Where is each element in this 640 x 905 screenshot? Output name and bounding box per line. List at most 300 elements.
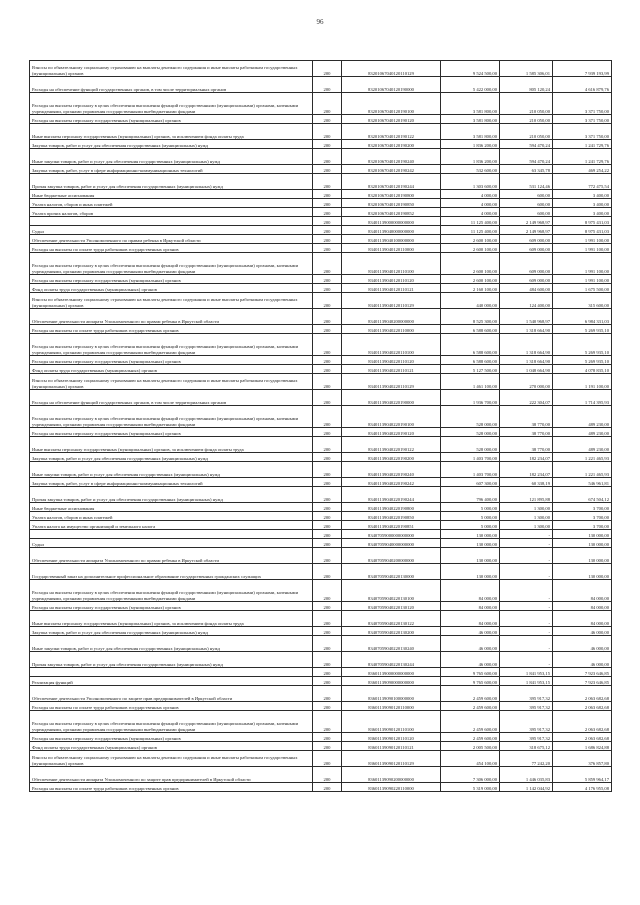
cell-executed: 600,00 — [500, 190, 553, 199]
table-row — [30, 293, 612, 309]
cell-unexecuted: 7 923 646,85 — [553, 668, 612, 677]
cell-line-code: 200 — [313, 702, 342, 711]
cell-name: Уплата налогов, сборов и иных платежей — [30, 512, 313, 521]
cell-unexecuted: 2 063 682,68 — [553, 686, 612, 702]
cell-name: Иные закупки товаров, работ и услуг для обеспечения государственных (муниципальных) нужд — [30, 462, 313, 478]
cell-unexecuted: 4 176 955,08 — [553, 783, 612, 792]
cell-executed: 1 300,00 — [500, 521, 553, 530]
cell-line-code: 200 — [313, 406, 342, 428]
table-row — [30, 226, 612, 235]
cell-approved: 2 459 600,00 — [441, 686, 500, 702]
cell-unexecuted: 5 269 935,10 — [553, 325, 612, 334]
table-row — [30, 124, 612, 140]
cell-budget-code: 83601139090000000000 — [342, 677, 441, 686]
cell-executed: 805 120,24 — [500, 77, 553, 93]
cell-name: Расходы на выплаты персоналу государственных (муниципальных) органов — [30, 356, 313, 365]
cell-line-code: 200 — [313, 140, 342, 149]
cell-approved: 2 459 600,00 — [441, 702, 500, 711]
cell-executed: 1 318 664,90 — [500, 325, 553, 334]
table-row — [30, 93, 612, 115]
cell-line-code: 200 — [313, 309, 342, 325]
table-row — [30, 208, 612, 217]
cell-approved: 7 306 000,00 — [441, 767, 500, 783]
cell-name: Взносы по обязательному социальному страхованию на выплаты денежного содержания и иные выплаты работникам государственных (муниципальных) органов — [30, 751, 313, 767]
cell-line-code: 200 — [313, 548, 342, 564]
cell-budget-code: 83201067040120190200 — [342, 140, 441, 149]
table-row — [30, 374, 612, 390]
cell-name: Фонд оплаты труда государственных (муниципальных) органов — [30, 284, 313, 293]
cell-budget-code: 83401139040220190240 — [342, 462, 441, 478]
cell-line-code: 200 — [313, 428, 342, 437]
cell-approved: 528 000,00 — [441, 406, 500, 428]
cell-budget-code: 83401139040220190244 — [342, 487, 441, 503]
cell-budget-code: 83401139040220110100 — [342, 334, 441, 356]
cell-approved: 6 588 600,00 — [441, 325, 500, 334]
table-row — [30, 365, 612, 374]
cell-name: Иные выплаты персоналу государственных (муниципальных) органов, за исключением фонда оплаты труда — [30, 611, 313, 627]
cell-approved: 528 000,00 — [441, 437, 500, 453]
budget-execution-table — [29, 60, 612, 792]
cell-executed: 2 149 968,97 — [500, 217, 553, 226]
cell-unexecuted: 4 616 879,76 — [553, 77, 612, 93]
cell-line-code: 200 — [313, 124, 342, 140]
cell-budget-code: 83201067040120190120 — [342, 115, 441, 124]
cell-name: Государственный заказ на дополнительное профессиональное образование государственных гражданских служащих — [30, 564, 313, 580]
cell-executed: 609 000,00 — [500, 275, 553, 284]
cell-unexecuted: 46 000,00 — [553, 636, 612, 652]
cell-approved: 2 160 100,00 — [441, 284, 500, 293]
cell-line-code: 200 — [313, 462, 342, 478]
cell-approved: 2 600 100,00 — [441, 275, 500, 284]
table-row — [30, 390, 612, 406]
cell-name: Расходы на выплаты персоналу государственных (муниципальных) органов — [30, 733, 313, 742]
cell-approved: 5 000,00 — [441, 512, 500, 521]
cell-unexecuted: 4 078 835,10 — [553, 365, 612, 374]
cell-unexecuted: 1 191 100,00 — [553, 374, 612, 390]
table-row — [30, 309, 612, 325]
cell-line-code: 200 — [313, 512, 342, 521]
cell-unexecuted: 46 000,00 — [553, 652, 612, 668]
cell-executed: 182 234,07 — [500, 453, 553, 462]
cell-executed: 600,00 — [500, 199, 553, 208]
cell-unexecuted: 130 000,00 — [553, 530, 612, 539]
cell-budget-code: 83201067040120190852 — [342, 208, 441, 217]
cell-budget-code: 83401139040220190851 — [342, 521, 441, 530]
cell-name: Реализация функций — [30, 677, 313, 686]
cell-name: Закупка товаров, работ, услуг в сфере информационно-коммуникационных технологий — [30, 478, 313, 487]
cell-unexecuted: 546 961,81 — [553, 478, 612, 487]
cell-approved: 9 765 600,00 — [441, 668, 500, 677]
cell-unexecuted: 1 675 500,00 — [553, 284, 612, 293]
cell-line-code: 200 — [313, 93, 342, 115]
cell-approved: 1 403 700,00 — [441, 462, 500, 478]
cell-budget-code: 83401139040120110129 — [342, 293, 441, 309]
cell-unexecuted: 3 700,00 — [553, 521, 612, 530]
cell-line-code: 200 — [313, 580, 342, 602]
cell-approved: 3 581 800,00 — [441, 115, 500, 124]
table-row — [30, 462, 612, 478]
cell-executed: - — [500, 564, 553, 580]
table-row — [30, 334, 612, 356]
table-row — [30, 686, 612, 702]
table-row — [30, 539, 612, 548]
cell-name — [30, 668, 313, 677]
cell-budget-code: 83601139000000000000 — [342, 668, 441, 677]
cell-executed: 318 675,12 — [500, 742, 553, 751]
cell-line-code: 200 — [313, 636, 342, 652]
table-row — [30, 428, 612, 437]
cell-line-code: 200 — [313, 217, 342, 226]
cell-name: Прочая закупка товаров, работ и услуг для обеспечения государственных (муниципальных) нужд — [30, 652, 313, 668]
cell-budget-code: 83601139090220110000 — [342, 783, 441, 792]
cell-line-code: 200 — [313, 453, 342, 462]
cell-name: Взносы по обязательному социальному страхованию на выплаты денежного содержания и иные выплаты работникам государственных (муниципальных) органов — [30, 374, 313, 390]
cell-line-code: 200 — [313, 783, 342, 792]
cell-budget-code: 83201067040120190240 — [342, 149, 441, 165]
table-row — [30, 783, 612, 792]
table-row — [30, 733, 612, 742]
cell-line-code: 200 — [313, 539, 342, 548]
cell-approved: 6 588 600,00 — [441, 334, 500, 356]
cell-approved: 46 000,00 — [441, 627, 500, 636]
cell-approved: 5 127 500,00 — [441, 365, 500, 374]
table-row — [30, 702, 612, 711]
cell-unexecuted: 2 063 682,68 — [553, 711, 612, 733]
cell-name — [30, 530, 313, 539]
cell-unexecuted: 674 504,12 — [553, 487, 612, 503]
cell-budget-code: 83201067040120190242 — [342, 165, 441, 174]
cell-name: Расходы на обеспечение функций государственных органов, в том числе территориальных органов — [30, 390, 313, 406]
cell-executed: 222 304,07 — [500, 390, 553, 406]
cell-budget-code: 83601139090200000000 — [342, 767, 441, 783]
cell-unexecuted: 3 700,00 — [553, 503, 612, 512]
cell-line-code: 200 — [313, 208, 342, 217]
cell-unexecuted: 130 000,00 — [553, 539, 612, 548]
cell-name: Иные закупки товаров, работ и услуг для обеспечения государственных (муниципальных) нужд — [30, 149, 313, 165]
table-row — [30, 275, 612, 284]
table-row — [30, 174, 612, 190]
cell-name: Иные выплаты персоналу государственных (муниципальных) органов, за исключением фонда оплаты труда — [30, 124, 313, 140]
cell-executed: 531 124,46 — [500, 174, 553, 190]
cell-name: Взносы по обязательному социальному страхованию на выплаты денежного содержания и иные выплаты работникам государственных (муниципальных) органов — [30, 61, 313, 77]
cell-executed: 1 300,00 — [500, 512, 553, 521]
cell-line-code: 200 — [313, 611, 342, 627]
cell-budget-code: 83401139040220190242 — [342, 478, 441, 487]
cell-line-code: 200 — [313, 77, 342, 93]
cell-unexecuted: 1 221 465,93 — [553, 462, 612, 478]
cell-name: Расходы на выплаты персоналу в целях обеспечения выполнения функций государственными (муниципальными) органами, казенными учреждениями, органами управления государственными внебюджетными фондами — [30, 406, 313, 428]
cell-budget-code: 83601139090120110000 — [342, 702, 441, 711]
table-row — [30, 636, 612, 652]
cell-line-code: 200 — [313, 627, 342, 636]
cell-approved: 1 461 100,00 — [441, 374, 500, 390]
table-row — [30, 767, 612, 783]
cell-executed: 395 917,32 — [500, 711, 553, 733]
table-row — [30, 356, 612, 365]
cell-budget-code: 83201067040120190244 — [342, 174, 441, 190]
cell-executed: 600,00 — [500, 208, 553, 217]
cell-name: Расходы на выплаты по оплате труда работников государственных органов — [30, 244, 313, 253]
cell-executed: 594 470,24 — [500, 140, 553, 149]
cell-executed: - — [500, 636, 553, 652]
cell-unexecuted: 2 063 682,68 — [553, 702, 612, 711]
table-row — [30, 742, 612, 751]
cell-budget-code: 83407059000000000000 — [342, 530, 441, 539]
table-row — [30, 406, 612, 428]
cell-name: Расходы на выплаты по оплате труда работников государственных органов — [30, 325, 313, 334]
cell-budget-code: 83401139040120110000 — [342, 244, 441, 253]
cell-line-code: 200 — [313, 275, 342, 284]
table-row — [30, 627, 612, 636]
cell-line-code: 200 — [313, 165, 342, 174]
cell-unexecuted: 46 000,00 — [553, 627, 612, 636]
cell-executed: 594 470,24 — [500, 149, 553, 165]
cell-budget-code: 83401139040220190000 — [342, 390, 441, 406]
cell-budget-code: 83407059040220130244 — [342, 652, 441, 668]
cell-name: Обеспечение деятельности Уполномоченного по защите прав предпринимателей в Иркутской области — [30, 686, 313, 702]
cell-name: Расходы на выплаты по оплате труда работников государственных органов — [30, 783, 313, 792]
cell-unexecuted: 3 371 750,00 — [553, 93, 612, 115]
cell-unexecuted: 376 857,80 — [553, 751, 612, 767]
cell-line-code: 200 — [313, 226, 342, 235]
cell-executed: 124 400,00 — [500, 293, 553, 309]
cell-approved: 440 000,00 — [441, 293, 500, 309]
cell-line-code: 200 — [313, 244, 342, 253]
cell-budget-code: 83407059040200000000 — [342, 548, 441, 564]
cell-budget-code: 83201067040120190122 — [342, 124, 441, 140]
table-row — [30, 751, 612, 767]
cell-executed: 270 000,00 — [500, 374, 553, 390]
cell-unexecuted: 1 686 824,88 — [553, 742, 612, 751]
cell-approved: 4 000,00 — [441, 208, 500, 217]
cell-executed: 1 540 968,97 — [500, 309, 553, 325]
cell-executed: 121 895,88 — [500, 487, 553, 503]
cell-unexecuted: 489 230,00 — [553, 406, 612, 428]
cell-approved: 1 836 200,00 — [441, 149, 500, 165]
table-row — [30, 602, 612, 611]
cell-approved: 9 524 500,00 — [441, 61, 500, 77]
cell-line-code: 200 — [313, 284, 342, 293]
cell-approved: 2 005 500,00 — [441, 742, 500, 751]
cell-unexecuted: 1 991 100,00 — [553, 244, 612, 253]
cell-approved: 1 403 700,00 — [441, 453, 500, 462]
cell-budget-code: 83601139090100000000 — [342, 686, 441, 702]
cell-unexecuted: 3 400,00 — [553, 199, 612, 208]
table-row — [30, 77, 612, 93]
cell-approved: 3 581 800,00 — [441, 93, 500, 115]
cell-name: Расходы на выплаты персоналу в целях обеспечения выполнения функций государственными (муниципальными) органами, казенными учреждениями, органами управления государственными внебюджетными фондами — [30, 334, 313, 356]
table-row — [30, 668, 612, 677]
table-row — [30, 190, 612, 199]
cell-name: Судьи — [30, 226, 313, 235]
table-row — [30, 512, 612, 521]
cell-name: Прочая закупка товаров, работ и услуг для обеспечения государственных (муниципальных) нужд — [30, 174, 313, 190]
cell-executed: - — [500, 530, 553, 539]
cell-approved: 796 400,00 — [441, 487, 500, 503]
cell-name: Расходы на выплаты персоналу государственных (муниципальных) органов — [30, 115, 313, 124]
cell-line-code: 200 — [313, 61, 342, 77]
cell-line-code: 200 — [313, 199, 342, 208]
cell-line-code: 200 — [313, 390, 342, 406]
cell-budget-code: 83401139040220110121 — [342, 365, 441, 374]
cell-approved: 2 459 600,00 — [441, 733, 500, 742]
cell-budget-code: 83401139040220190850 — [342, 512, 441, 521]
cell-budget-code: 83407059040220130240 — [342, 636, 441, 652]
table-row — [30, 235, 612, 244]
page-number: 96 — [316, 18, 324, 26]
table-row — [30, 115, 612, 124]
table-row — [30, 61, 612, 77]
cell-name: Уплата прочих налогов, сборов — [30, 208, 313, 217]
cell-budget-code: 83401139040220190100 — [342, 406, 441, 428]
cell-line-code: 200 — [313, 190, 342, 199]
cell-unexecuted: 7 923 646,85 — [553, 677, 612, 686]
cell-approved: 8 525 300,00 — [441, 309, 500, 325]
table-row — [30, 140, 612, 149]
cell-budget-code: 83401139040220110129 — [342, 374, 441, 390]
cell-line-code: 200 — [313, 530, 342, 539]
cell-budget-code: 83407059040220130120 — [342, 602, 441, 611]
cell-name: Уплата налога на имущество организаций и земельного налога — [30, 521, 313, 530]
cell-budget-code: 83407059040220130100 — [342, 580, 441, 602]
table-row — [30, 677, 612, 686]
cell-executed: 77 242,20 — [500, 751, 553, 767]
cell-unexecuted: 1 991 100,00 — [553, 253, 612, 275]
cell-unexecuted: 1 241 729,76 — [553, 149, 612, 165]
cell-name: Обеспечение деятельности аппарата Уполномоченного по правам ребенка в Иркутской области — [30, 548, 313, 564]
cell-budget-code: 83407059040220130200 — [342, 627, 441, 636]
cell-approved: 3 581 800,00 — [441, 124, 500, 140]
cell-approved: 2 600 100,00 — [441, 244, 500, 253]
cell-budget-code: 83201067040120190100 — [342, 93, 441, 115]
cell-name: Закупка товаров, работ и услуг для обеспечения государственных (муниципальных) нужд — [30, 627, 313, 636]
cell-approved: 46 000,00 — [441, 652, 500, 668]
table-row — [30, 652, 612, 668]
cell-unexecuted: 84 000,00 — [553, 580, 612, 602]
cell-approved: 5 422 000,00 — [441, 77, 500, 93]
cell-unexecuted: 84 000,00 — [553, 602, 612, 611]
cell-unexecuted: 489 230,00 — [553, 428, 612, 437]
cell-budget-code: 83601139090120110129 — [342, 751, 441, 767]
cell-unexecuted: 1 221 465,93 — [553, 453, 612, 462]
cell-executed: 1 446 035,83 — [500, 767, 553, 783]
cell-executed: 63 345,78 — [500, 165, 553, 174]
cell-unexecuted: 3 400,00 — [553, 190, 612, 199]
cell-name: Иные бюджетные ассигнования — [30, 190, 313, 199]
cell-approved: 84 000,00 — [441, 611, 500, 627]
cell-budget-code: 83401139040120110100 — [342, 253, 441, 275]
cell-executed: 1 585 306,01 — [500, 61, 553, 77]
cell-line-code: 200 — [313, 293, 342, 309]
cell-name: Уплата налогов, сборов и иных платежей — [30, 199, 313, 208]
cell-unexecuted: 3 400,00 — [553, 208, 612, 217]
cell-line-code: 200 — [313, 564, 342, 580]
cell-unexecuted: 2 063 682,68 — [553, 733, 612, 742]
table-row — [30, 253, 612, 275]
cell-executed: - — [500, 611, 553, 627]
table-row — [30, 530, 612, 539]
cell-unexecuted: 772 475,54 — [553, 174, 612, 190]
cell-unexecuted: 3 371 750,00 — [553, 115, 612, 124]
cell-unexecuted: 5 269 935,10 — [553, 334, 612, 356]
cell-name: Взносы по обязательному социальному страхованию на выплаты денежного содержания и иные выплаты работникам государственных (муниципальных) органов — [30, 293, 313, 309]
cell-line-code: 200 — [313, 767, 342, 783]
table-row — [30, 453, 612, 462]
cell-executed: 1 142 044,92 — [500, 783, 553, 792]
cell-line-code: 200 — [313, 677, 342, 686]
cell-approved: 5 319 000,00 — [441, 783, 500, 792]
cell-line-code: 200 — [313, 686, 342, 702]
table-row — [30, 244, 612, 253]
cell-name: Судьи — [30, 539, 313, 548]
table-row — [30, 478, 612, 487]
cell-line-code: 200 — [313, 487, 342, 503]
cell-unexecuted: 1 714 395,93 — [553, 390, 612, 406]
cell-budget-code: 83601139090120110100 — [342, 711, 441, 733]
cell-budget-code: 83407059040220130000 — [342, 564, 441, 580]
cell-line-code: 200 — [313, 334, 342, 356]
cell-budget-code: 83401139040220110120 — [342, 356, 441, 365]
cell-unexecuted: 315 600,00 — [553, 293, 612, 309]
cell-budget-code: 83401139040120110121 — [342, 284, 441, 293]
cell-executed: - — [500, 627, 553, 636]
cell-executed: 1 318 664,90 — [500, 356, 553, 365]
cell-approved: 9 765 600,00 — [441, 677, 500, 686]
cell-name: Расходы на выплаты персоналу в целях обеспечения выполнения функций государственными (муниципальными) органами, казенными учреждениями, органами управления государственными внебюджетными фондами — [30, 253, 313, 275]
cell-executed: 395 917,32 — [500, 686, 553, 702]
cell-approved: 4 000,00 — [441, 199, 500, 208]
cell-approved: 1 303 600,00 — [441, 174, 500, 190]
table-row — [30, 548, 612, 564]
cell-budget-code: 83401139040200000000 — [342, 309, 441, 325]
cell-budget-code: 83401139040100000000 — [342, 235, 441, 244]
cell-name: Прочая закупка товаров, работ и услуг для обеспечения государственных (муниципальных) нужд — [30, 487, 313, 503]
cell-executed: 2 149 968,97 — [500, 226, 553, 235]
table-row — [30, 165, 612, 174]
cell-name: Фонд оплаты труда государственных (муниципальных) органов — [30, 742, 313, 751]
cell-unexecuted: 8 975 431,03 — [553, 226, 612, 235]
cell-unexecuted: 84 000,00 — [553, 611, 612, 627]
cell-approved: 5 000,00 — [441, 503, 500, 512]
cell-budget-code: 83601139090120110120 — [342, 733, 441, 742]
cell-unexecuted: 7 939 193,99 — [553, 61, 612, 77]
cell-budget-code: 83201067040120110129 — [342, 61, 441, 77]
cell-line-code: 200 — [313, 602, 342, 611]
cell-executed: 210 050,00 — [500, 124, 553, 140]
cell-approved: 11 125 400,00 — [441, 226, 500, 235]
cell-unexecuted: 5 269 935,10 — [553, 356, 612, 365]
cell-unexecuted: 489 230,00 — [553, 437, 612, 453]
table-row — [30, 711, 612, 733]
cell-budget-code: 83201067040120190000 — [342, 77, 441, 93]
cell-executed: 60 338,19 — [500, 478, 553, 487]
cell-executed: 609 000,00 — [500, 235, 553, 244]
cell-unexecuted: 3 700,00 — [553, 512, 612, 521]
cell-line-code: 200 — [313, 115, 342, 124]
cell-budget-code: 83601139090120110121 — [342, 742, 441, 751]
cell-executed: 395 917,32 — [500, 702, 553, 711]
table-row — [30, 521, 612, 530]
cell-unexecuted: 5 859 964,17 — [553, 767, 612, 783]
cell-approved: 84 000,00 — [441, 602, 500, 611]
cell-executed: - — [500, 602, 553, 611]
cell-executed: 38 770,00 — [500, 406, 553, 428]
cell-budget-code: 83401139040220190122 — [342, 437, 441, 453]
cell-line-code: 200 — [313, 253, 342, 275]
cell-approved: 130 000,00 — [441, 539, 500, 548]
cell-approved: 46 000,00 — [441, 636, 500, 652]
cell-executed: 395 917,32 — [500, 733, 553, 742]
